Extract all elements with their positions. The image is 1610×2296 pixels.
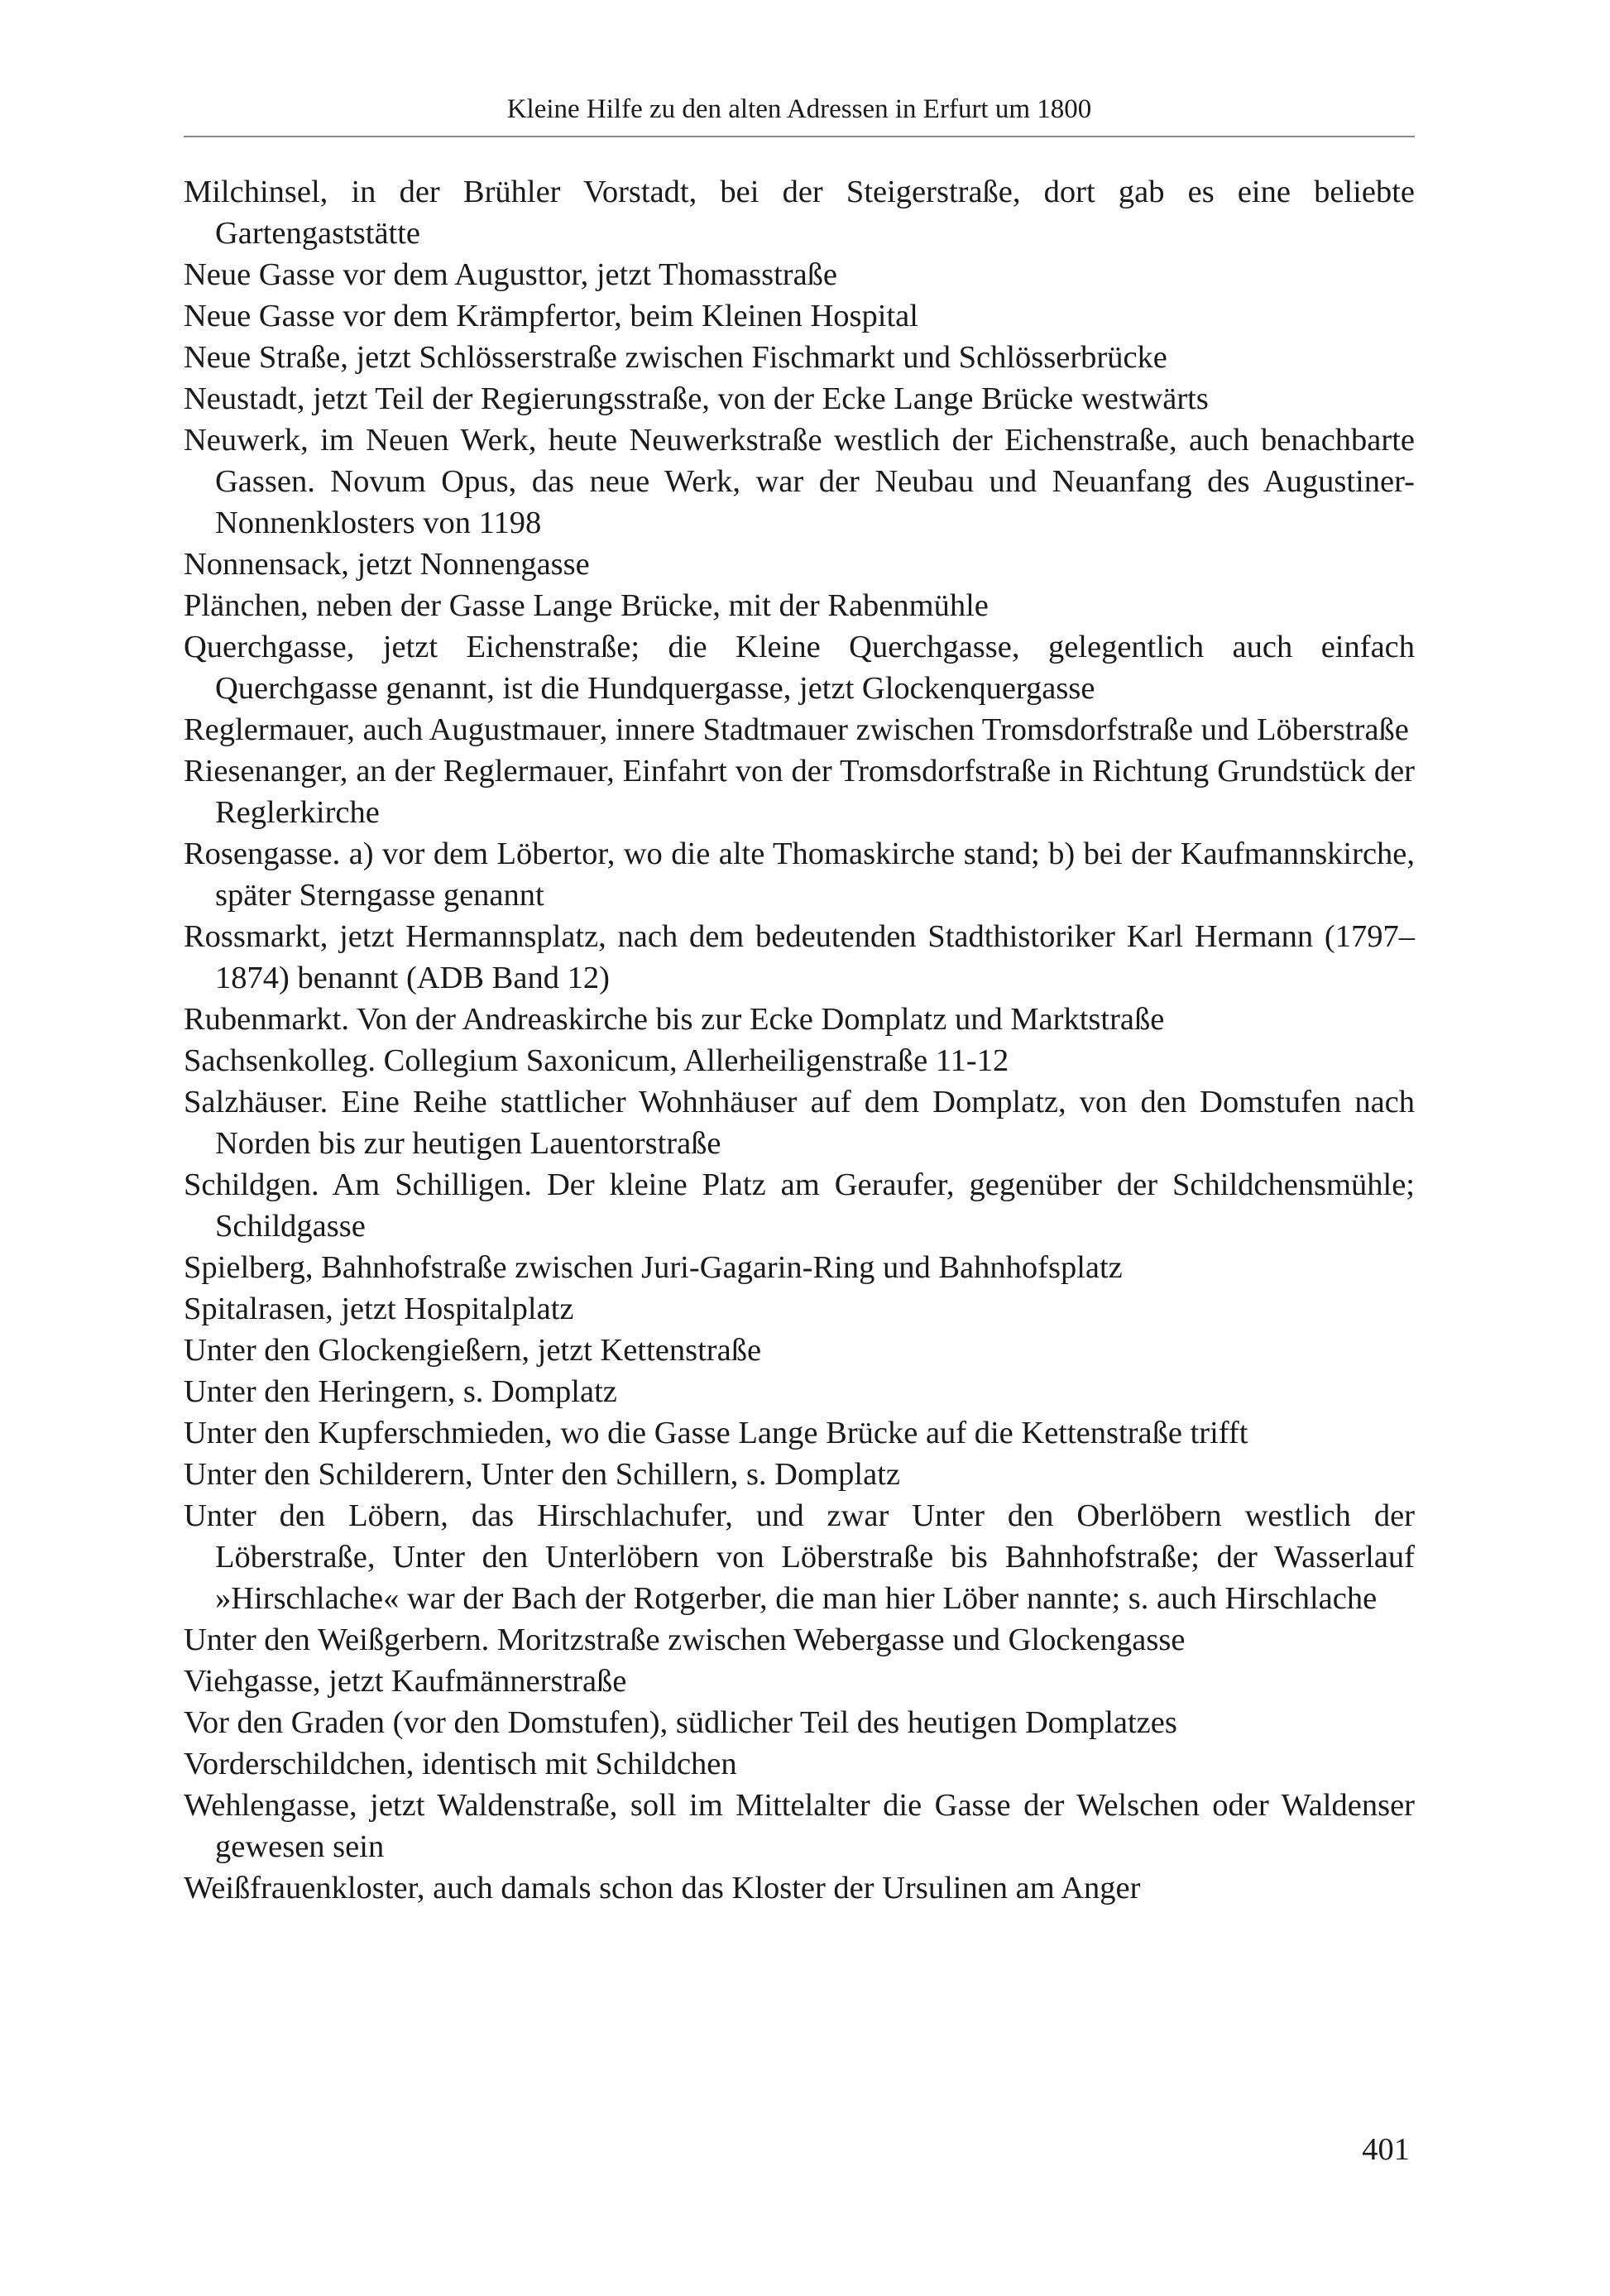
glossary-entry: Plänchen, neben der Gasse Lange Brücke, mit der Rabenmühle: [184, 588, 989, 623]
glossary-entry: Rosengasse. a) vor dem Löbertor, wo die alte Thomaskirche stand; b) bei der Kaufmannskirche, später Sterngasse genannt: [184, 836, 1415, 913]
header-rule: [184, 136, 1415, 137]
glossary-entry: Unter den Kupferschmieden, wo die Gasse Lange Brücke auf die Kettenstraße trifft: [184, 1416, 1248, 1450]
glossary-entry: Neuwerk, im Neuen Werk, heute Neuwerkstraße westlich der Eichenstraße, auch benachbarte Gassen. Novum Opus, das neue Werk, war der Neubau und Neuanfang des Augustiner-Nonnenklosters von 1198: [184, 423, 1415, 540]
glossary-entry: Unter den Löbern, das Hirschlachufer, und zwar Unter den Oberlöbern westlich der Löberstraße, Unter den Unterlöbern von Löberstraße bis Bahnhofstraße; der Wasserlauf »Hirschlache« war der Bach der Rotgerber, die man hier Löber nannte; s. auch Hirschlache: [184, 1498, 1415, 1616]
glossary-entry: Unter den Heringern, s. Domplatz: [184, 1374, 617, 1409]
glossary-entry: Nonnensack, jetzt Nonnengasse: [184, 547, 590, 582]
glossary-entry: Vor den Graden (vor den Domstufen), südlicher Teil des heutigen Domplatzes: [184, 1705, 1177, 1740]
glossary-entry: Unter den Glockengießern, jetzt Kettenstraße: [184, 1333, 762, 1368]
glossary-entry: Unter den Weißgerbern. Moritzstraße zwischen Webergasse und Glockengasse: [184, 1623, 1186, 1657]
glossary-entry: Vorderschildchen, identisch mit Schildchen: [184, 1747, 737, 1781]
glossary-entry: Sachsenkolleg. Collegium Saxonicum, Allerheiligenstraße 11-12: [184, 1043, 1009, 1078]
glossary-entry: Rossmarkt, jetzt Hermannsplatz, nach dem bedeutenden Stadthistoriker Karl Hermann (1797–1874) benannt (ADB Band 12): [184, 919, 1415, 995]
running-header: Kleine Hilfe zu den alten Adressen in Erfurt um 1800: [506, 94, 1092, 124]
glossary-entry: Querchgasse, jetzt Eichenstraße; die Kleine Querchgasse, gelegentlich auch einfach Querchgasse genannt, ist die Hundquergasse, jetzt Glockenquergasse: [184, 630, 1415, 706]
glossary-entry: Weißfrauenkloster, auch damals schon das Kloster der Ursulinen am Anger: [184, 1871, 1141, 1905]
glossary-entry: Salzhäuser. Eine Reihe stattlicher Wohnhäuser auf dem Domplatz, von den Domstufen nach Norden bis zur heutigen Lauentorstraße: [184, 1085, 1415, 1161]
glossary-entry: Unter den Schilderern, Unter den Schillern, s. Domplatz: [184, 1457, 901, 1492]
glossary-entry: Riesenanger, an der Reglermauer, Einfahrt von der Tromsdorfstraße in Richtung Grundstück der Reglerkirche: [184, 754, 1415, 830]
glossary-entry: Spielberg, Bahnhofstraße zwischen Juri-Gagarin-Ring und Bahnhofsplatz: [184, 1250, 1123, 1285]
glossary-entry: Milchinsel, in der Brühler Vorstadt, bei der Steigerstraße, dort gab es eine beliebte Gartengaststätte: [184, 175, 1415, 251]
glossary-entry: Viehgasse, jetzt Kaufmännerstraße: [184, 1664, 627, 1699]
glossary-entry: Neue Gasse vor dem Augusttor, jetzt Thomasstraße: [184, 257, 838, 292]
glossary-entry: Spitalrasen, jetzt Hospitalplatz: [184, 1292, 574, 1326]
glossary-entry: Rubenmarkt. Von der Andreaskirche bis zur Ecke Domplatz und Marktstraße: [184, 1002, 1165, 1037]
address-glossary-list: [184, 171, 1415, 1909]
glossary-entry: Wehlengasse, jetzt Waldenstraße, soll im Mittelalter die Gasse der Welschen oder Waldenser gewesen sein: [184, 1788, 1415, 1864]
glossary-entry: Schildgen. Am Schilligen. Der kleine Platz am Geraufer, gegenüber der Schildchensmühle; Schildgasse: [184, 1167, 1415, 1244]
glossary-entry: Neue Straße, jetzt Schlösserstraße zwischen Fischmarkt und Schlösserbrücke: [184, 340, 1167, 375]
page-number: 401: [1362, 2132, 1410, 2167]
glossary-entry: Neue Gasse vor dem Krämpfertor, beim Kleinen Hospital: [184, 299, 918, 333]
glossary-entry: Neustadt, jetzt Teil der Regierungsstraße, von der Ecke Lange Brücke westwärts: [184, 381, 1209, 416]
glossary-entry: Reglermauer, auch Augustmauer, innere Stadtmauer zwischen Tromsdorfstraße und Löberstraße: [184, 712, 1409, 747]
